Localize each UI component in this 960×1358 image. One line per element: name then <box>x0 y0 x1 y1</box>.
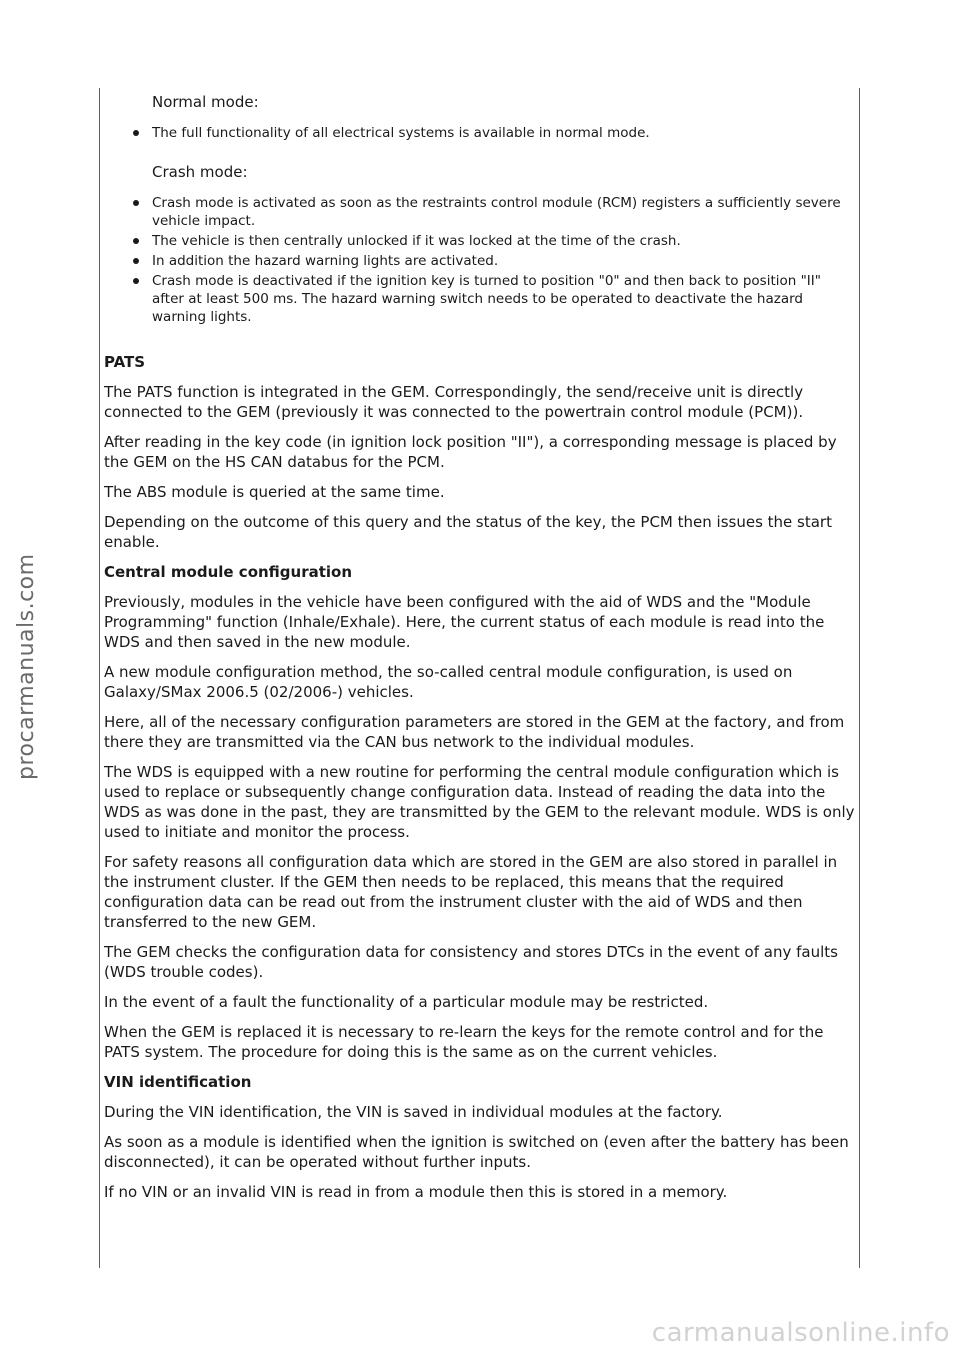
paragraph: When the GEM is replaced it is necessary to re-learn the keys for the remote control and for the PATS system. The procedure for doing this is the same as on the current vehicles. <box>104 1023 824 1061</box>
list-item: The full functionality of all electrical systems is available in normal mode. <box>152 124 856 142</box>
normal-mode-heading: Normal mode: <box>152 93 259 111</box>
pats-heading: PATS <box>104 353 146 371</box>
normal-mode-list <box>104 124 856 142</box>
paragraph: During the VIN identification, the VIN is saved in individual modules at the factory. <box>104 1103 723 1121</box>
paragraph: Here, all of the necessary configuration parameters are stored in the GEM at the factory, and from there they are transmitted via the CAN bus network to the individual modules. <box>104 713 845 751</box>
footer-watermark: carmanualsonline.info <box>651 1318 950 1348</box>
paragraph: The GEM checks the configuration data for consistency and stores DTCs in the event of any faults (WDS trouble codes). <box>104 943 838 981</box>
left-margin-rule <box>99 88 100 1268</box>
right-margin-rule <box>859 88 860 1268</box>
vin-heading: VIN identification <box>104 1073 252 1091</box>
list-item: Crash mode is activated as soon as the restraints control module (RCM) registers a sufficiently severe vehicle impact. <box>152 194 856 230</box>
paragraph: For safety reasons all configuration data which are stored in the GEM are also stored in parallel in the instrument cluster. If the GEM then needs to be replaced, this means that the required configuration data can be read out from the instrument cluster with the aid of WDS and then transferred to the new GEM. <box>104 853 838 931</box>
side-watermark: procarmanuals.com <box>14 553 39 780</box>
paragraph: The WDS is equipped with a new routine for performing the central module configuration which is used to replace or subsequently change configuration data. Instead of reading the data into the WDS as was done in the past, they are transmitted by the GEM to the relevant module. WDS is only used to initiate and monitor the process. <box>104 763 855 841</box>
paragraph: After reading in the key code (in ignition lock position "II"), a corresponding message is placed by the GEM on the HS CAN databus for the PCM. <box>104 433 837 471</box>
document-body <box>104 92 856 1212</box>
paragraph: The PATS function is integrated in the GEM. Correspondingly, the send/receive unit is directly connected to the GEM (previously it was connected to the powertrain control module (PCM)). <box>104 383 804 421</box>
paragraph: The ABS module is queried at the same time. <box>104 483 445 501</box>
list-item: Crash mode is deactivated if the ignition key is turned to position "0" and then back to position "II" after at least 500 ms. The hazard warning switch needs to be operated to deactivate the hazard warning lights. <box>152 272 856 326</box>
list-item: The vehicle is then centrally unlocked if it was locked at the time of the crash. <box>152 232 856 250</box>
central-config-heading: Central module configuration <box>104 563 353 581</box>
crash-mode-list <box>104 194 856 326</box>
paragraph: In the event of a fault the functionality of a particular module may be restricted. <box>104 993 709 1011</box>
crash-mode-heading: Crash mode: <box>152 163 248 181</box>
list-item: In addition the hazard warning lights are activated. <box>152 252 856 270</box>
paragraph: Depending on the outcome of this query and the status of the key, the PCM then issues the start enable. <box>104 513 832 551</box>
paragraph: As soon as a module is identified when the ignition is switched on (even after the battery has been disconnected), it can be operated without further inputs. <box>104 1133 849 1171</box>
paragraph: Previously, modules in the vehicle have been configured with the aid of WDS and the "Module Programming" function (Inhale/Exhale). Here, the current status of each module is read into the WDS and then saved in the new module. <box>104 593 825 651</box>
paragraph: If no VIN or an invalid VIN is read in from a module then this is stored in a memory. <box>104 1183 728 1201</box>
paragraph: A new module configuration method, the so-called central module configuration, is used on Galaxy/SMax 2006.5 (02/2006-) vehicles. <box>104 663 793 701</box>
